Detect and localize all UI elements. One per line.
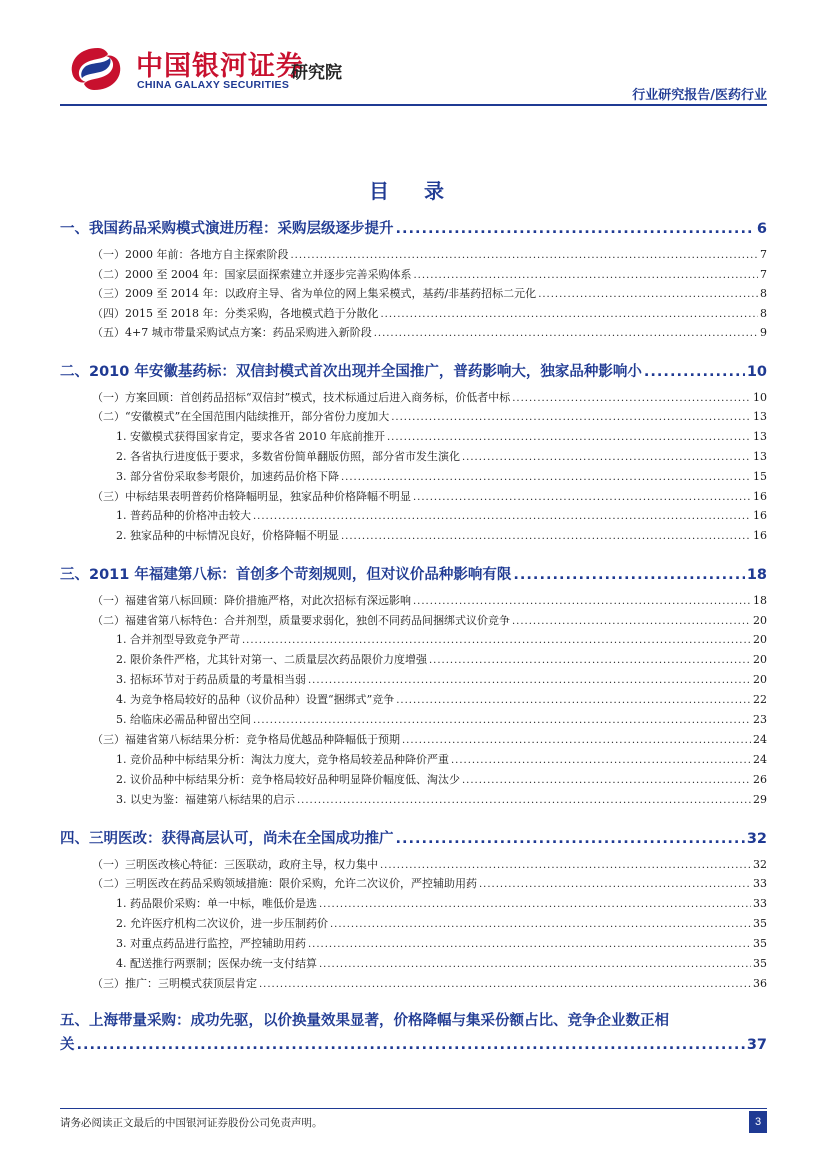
toc-entry-page: 8 — [760, 306, 767, 320]
toc-entry-label: 3. 部分省份采取参考限价，加速药品价格下降 — [116, 469, 339, 483]
dot-leader — [512, 612, 751, 632]
toc-entry-label: 2. 限价条件严格，尤其针对第一、二质量层次药品限价力度增强 — [116, 653, 427, 666]
toc-entry-page: 15 — [753, 469, 767, 483]
toc-entry-page: 10 — [753, 390, 767, 404]
toc-subsection-entry[interactable] — [60, 487, 767, 507]
toc-entry-page: 13 — [753, 449, 767, 463]
toc-item-entry[interactable] — [60, 650, 767, 670]
toc-entry-label: 2. 各省执行进度低于要求，多数省份简单翻版仿照，部分省市发生演化 — [116, 449, 460, 463]
toc-entry-label: 1. 竞价品种中标结果分析：淘汰力度大，竞争格局较差品种降价严重 — [116, 752, 449, 766]
toc-entry-page: 22 — [753, 693, 767, 706]
toc-section — [60, 359, 767, 547]
page-header — [0, 0, 827, 110]
toc-entry-label: （四）2015 至 2018 年：分类采购，各地模式趋于分散化 — [92, 306, 379, 320]
toc-entry-label: 2. 允许医疗机构二次议价，进一步压制药价 — [116, 916, 328, 930]
toc-entry-page: 23 — [753, 713, 767, 726]
toc-entry-page: 24 — [753, 752, 767, 766]
toc-entry-page: 26 — [753, 772, 767, 786]
dot-leader — [380, 305, 758, 325]
toc-entry-label: 5. 给临床必需品种留出空间 — [116, 713, 251, 726]
dot-leader — [77, 1033, 745, 1057]
toc-entry-label: 4. 为竞争格局较好的品种（议价品种）设置“捆绑式”竞争 — [116, 693, 395, 706]
toc-entry-label: 3. 以史为鉴：福建第八标结果的启示 — [116, 792, 295, 806]
toc-item-entry[interactable] — [60, 690, 767, 710]
toc-entry-page: 20 — [753, 673, 767, 686]
dot-leader — [462, 771, 751, 791]
dot-leader — [429, 651, 751, 671]
toc-entry-page: 10 — [746, 363, 767, 380]
dot-leader — [402, 731, 751, 751]
table-of-contents — [60, 216, 767, 1057]
dot-leader — [253, 711, 751, 731]
toc-subsection-entry[interactable] — [60, 265, 767, 285]
toc-entry-page: 7 — [760, 248, 767, 261]
dot-leader — [413, 592, 751, 612]
toc-entry-page: 35 — [753, 956, 767, 970]
brand-name-cn: 中国银河证券 — [136, 51, 304, 82]
dot-leader — [391, 408, 751, 428]
toc-entry-label: 2. 议价品种中标结果分析：竞争格局较好品种明显降价幅度低、淘汰少 — [116, 772, 460, 786]
report-type: 行业研究报告/医药行业 — [632, 88, 767, 103]
toc-entry-label: （二）2000 至 2004 年：国家层面探索建立并逐步完善采购体系 — [92, 267, 412, 281]
toc-entry-label: 1. 药品限价采购：单一中标，唯低价是选 — [116, 896, 317, 910]
toc-section — [60, 1009, 767, 1057]
toc-entry-label: （一）2000 年前：各地方自主探索阶段 — [92, 248, 289, 261]
toc-subsection-entry[interactable] — [60, 730, 767, 750]
toc-subsection-entry[interactable] — [60, 407, 767, 427]
toc-entry-page: 33 — [753, 896, 767, 910]
toc-entry-page: 13 — [753, 429, 767, 443]
toc-entry-label: 二、2010 年安徽基药标：双信封模式首次出现并全国推广，普药影响大，独家品种影响小 — [60, 363, 642, 380]
toc-subsection-entry[interactable] — [60, 245, 767, 265]
toc-item-entry[interactable] — [60, 770, 767, 790]
toc-entry-page: 32 — [753, 857, 767, 871]
toc-entry-label: （一）方案回顾：首创药品招标“双信封”模式，技术标通过后进入商务标，价低者中标 — [92, 390, 511, 404]
toc-entry-page: 24 — [753, 733, 767, 746]
toc-entry-label: 2. 独家品种的中标情况良好，价格降幅不明显 — [116, 529, 339, 542]
header-divider — [60, 104, 767, 106]
toc-entry-page: 29 — [753, 792, 767, 806]
toc-entry-page: 36 — [753, 976, 767, 990]
dot-leader — [330, 915, 751, 935]
dot-leader — [413, 266, 758, 286]
footer-divider — [60, 1108, 767, 1109]
disclaimer: 请务必阅读正文最后的中国银河证券股份公司免责声明。 — [60, 1117, 323, 1129]
brand-name-en: CHINA GALAXY SECURITIES — [137, 79, 290, 91]
toc-subsection-entry[interactable] — [60, 855, 767, 875]
toc-entry-page: 18 — [746, 567, 767, 583]
toc-entry-page: 32 — [746, 830, 767, 847]
toc-entry-label: 关 — [60, 1037, 75, 1053]
toc-entry-label: （一）三明医改核心特征：三医联动，政府主导，权力集中 — [92, 857, 378, 871]
toc-entry-label: 1. 安徽模式获得国家肯定，要求各省 2010 年底前推开 — [116, 429, 385, 443]
toc-entry-page: 16 — [753, 509, 767, 522]
dot-leader — [513, 562, 744, 588]
toc-entry-label: 4. 配送推行两票制；医保办统一支付结算 — [116, 956, 317, 970]
toc-section-heading[interactable] — [60, 359, 767, 385]
toc-subsection-entry[interactable] — [60, 284, 767, 304]
toc-entry-page: 35 — [753, 936, 767, 950]
page-number: 3 — [749, 1111, 767, 1133]
toc-entry-label: 一、我国药品采购模式演进历程：采购层级逐步提升 — [60, 221, 394, 237]
toc-heading-continuation — [60, 1033, 767, 1057]
toc-item-entry[interactable] — [60, 894, 767, 914]
toc-item-entry[interactable] — [60, 506, 767, 526]
dot-leader — [451, 751, 751, 771]
dot-leader — [242, 631, 751, 651]
toc-entry-label: 3. 对重点药品进行监控，严控辅助用药 — [116, 936, 306, 950]
galaxy-swirl-logo-icon — [64, 44, 128, 94]
toc-section-heading[interactable] — [60, 1009, 767, 1057]
toc-item-entry[interactable] — [60, 934, 767, 954]
toc-entry-page: 35 — [753, 916, 767, 930]
dot-leader — [319, 895, 751, 915]
toc-entry-label: 1. 普药品种的价格冲击较大 — [116, 509, 251, 522]
toc-entry-label: （二）“安徽模式”在全国范围内陆续推开，部分省份力度加大 — [92, 410, 390, 423]
dot-leader — [396, 216, 755, 242]
dot-leader — [341, 527, 751, 547]
toc-item-entry[interactable] — [60, 710, 767, 730]
toc-entry-label: 3. 招标环节对于药品质量的考量相当弱 — [116, 673, 306, 686]
toc-entry-label: （三）推广：三明模式获顶层肯定 — [92, 976, 257, 990]
dot-leader — [644, 359, 745, 385]
dot-leader — [396, 691, 751, 711]
dot-leader — [297, 791, 751, 811]
toc-entry-page: 7 — [760, 267, 767, 281]
toc-item-entry[interactable] — [60, 467, 767, 487]
toc-section-heading[interactable] — [60, 562, 767, 588]
toc-item-entry[interactable] — [60, 427, 767, 447]
toc-subsection-entry[interactable] — [60, 323, 767, 343]
toc-entry-label: 四、三明医改：获得高层认可，尚未在全国成功推广 — [60, 830, 394, 847]
dot-leader — [387, 428, 751, 448]
dot-leader — [253, 507, 751, 527]
toc-entry-page: 20 — [753, 633, 767, 646]
toc-entry-page: 9 — [760, 326, 767, 339]
dot-leader — [479, 875, 751, 895]
research-institute-label: 研究院 — [291, 63, 342, 83]
toc-entry-page: 16 — [753, 529, 767, 542]
dot-leader — [308, 935, 751, 955]
toc-item-entry[interactable] — [60, 670, 767, 690]
toc-item-entry[interactable] — [60, 447, 767, 467]
toc-item-entry[interactable] — [60, 526, 767, 546]
toc-item-entry[interactable] — [60, 914, 767, 934]
toc-entry-page: 18 — [753, 594, 767, 607]
dot-leader — [538, 285, 758, 305]
toc-item-entry[interactable] — [60, 954, 767, 974]
toc-subsection-entry[interactable] — [60, 874, 767, 894]
toc-entry-label: 三、2011 年福建第八标：首创多个苛刻规则，但对议价品种影响有限 — [60, 567, 512, 583]
toc-subsection-entry[interactable] — [60, 611, 767, 631]
dot-leader — [380, 856, 751, 876]
toc-entry-page: 13 — [753, 410, 767, 423]
toc-entry-label: （三）福建省第八标结果分析：竞争格局优越品种降幅低于预期 — [92, 733, 400, 746]
toc-subsection-entry[interactable] — [60, 388, 767, 408]
dot-leader — [259, 975, 751, 995]
toc-entry-page: 20 — [753, 613, 767, 627]
toc-entry-page: 37 — [746, 1037, 767, 1053]
toc-section-heading[interactable] — [60, 826, 767, 852]
toc-subsection-entry[interactable] — [60, 974, 767, 994]
toc-entry-page: 6 — [756, 221, 767, 237]
toc-entry-page: 20 — [753, 653, 767, 666]
dot-leader — [291, 246, 759, 266]
toc-entry-label: （五）4+7 城市带量采购试点方案：药品采购进入新阶段 — [92, 326, 372, 339]
dot-leader — [374, 324, 758, 344]
toc-entry-label: （三）2009 至 2014 年：以政府主导、省为单位的网上集采模式，基药/非基药招标二元化 — [92, 287, 537, 300]
toc-title: 目 录 — [369, 179, 458, 203]
toc-subsection-entry[interactable] — [60, 591, 767, 611]
toc-entry-label: （二）三明医改在药品采购领域措施：限价采购，允许二次议价，严控辅助用药 — [92, 877, 477, 890]
toc-section — [60, 216, 767, 343]
toc-entry-page: 16 — [753, 489, 767, 503]
toc-subsection-entry[interactable] — [60, 304, 767, 324]
dot-leader — [413, 488, 751, 508]
dot-leader — [396, 826, 745, 852]
toc-entry-page: 33 — [753, 877, 767, 890]
dot-leader — [308, 671, 751, 691]
dot-leader — [512, 389, 751, 409]
toc-section — [60, 826, 767, 994]
toc-entry-label: 1. 合并剂型导致竞争严苛 — [116, 633, 240, 646]
toc-entry-label: （一）福建省第八标回顾：降价措施严格，对此次招标有深远影响 — [92, 594, 411, 607]
toc-item-entry[interactable] — [60, 790, 767, 810]
dot-leader — [462, 448, 751, 468]
toc-entry-label: 五、上海带量采购：成功先驱，以价换量效果显著，价格降幅与集采份额占比、竞争企业数正相 — [60, 1013, 669, 1029]
toc-entry-page: 8 — [760, 287, 767, 300]
toc-item-entry[interactable] — [60, 750, 767, 770]
toc-section-heading[interactable] — [60, 216, 767, 242]
toc-entry-label: （二）福建省第八标特色：合并剂型，质量要求弱化，独创不同药品间捆绑式议价竞争 — [92, 613, 510, 627]
dot-leader — [341, 468, 751, 488]
toc-item-entry[interactable] — [60, 630, 767, 650]
dot-leader — [319, 955, 751, 975]
toc-entry-label: （三）中标结果表明普药价格降幅明显，独家品种价格降幅不明显 — [92, 489, 411, 503]
toc-section — [60, 562, 767, 810]
